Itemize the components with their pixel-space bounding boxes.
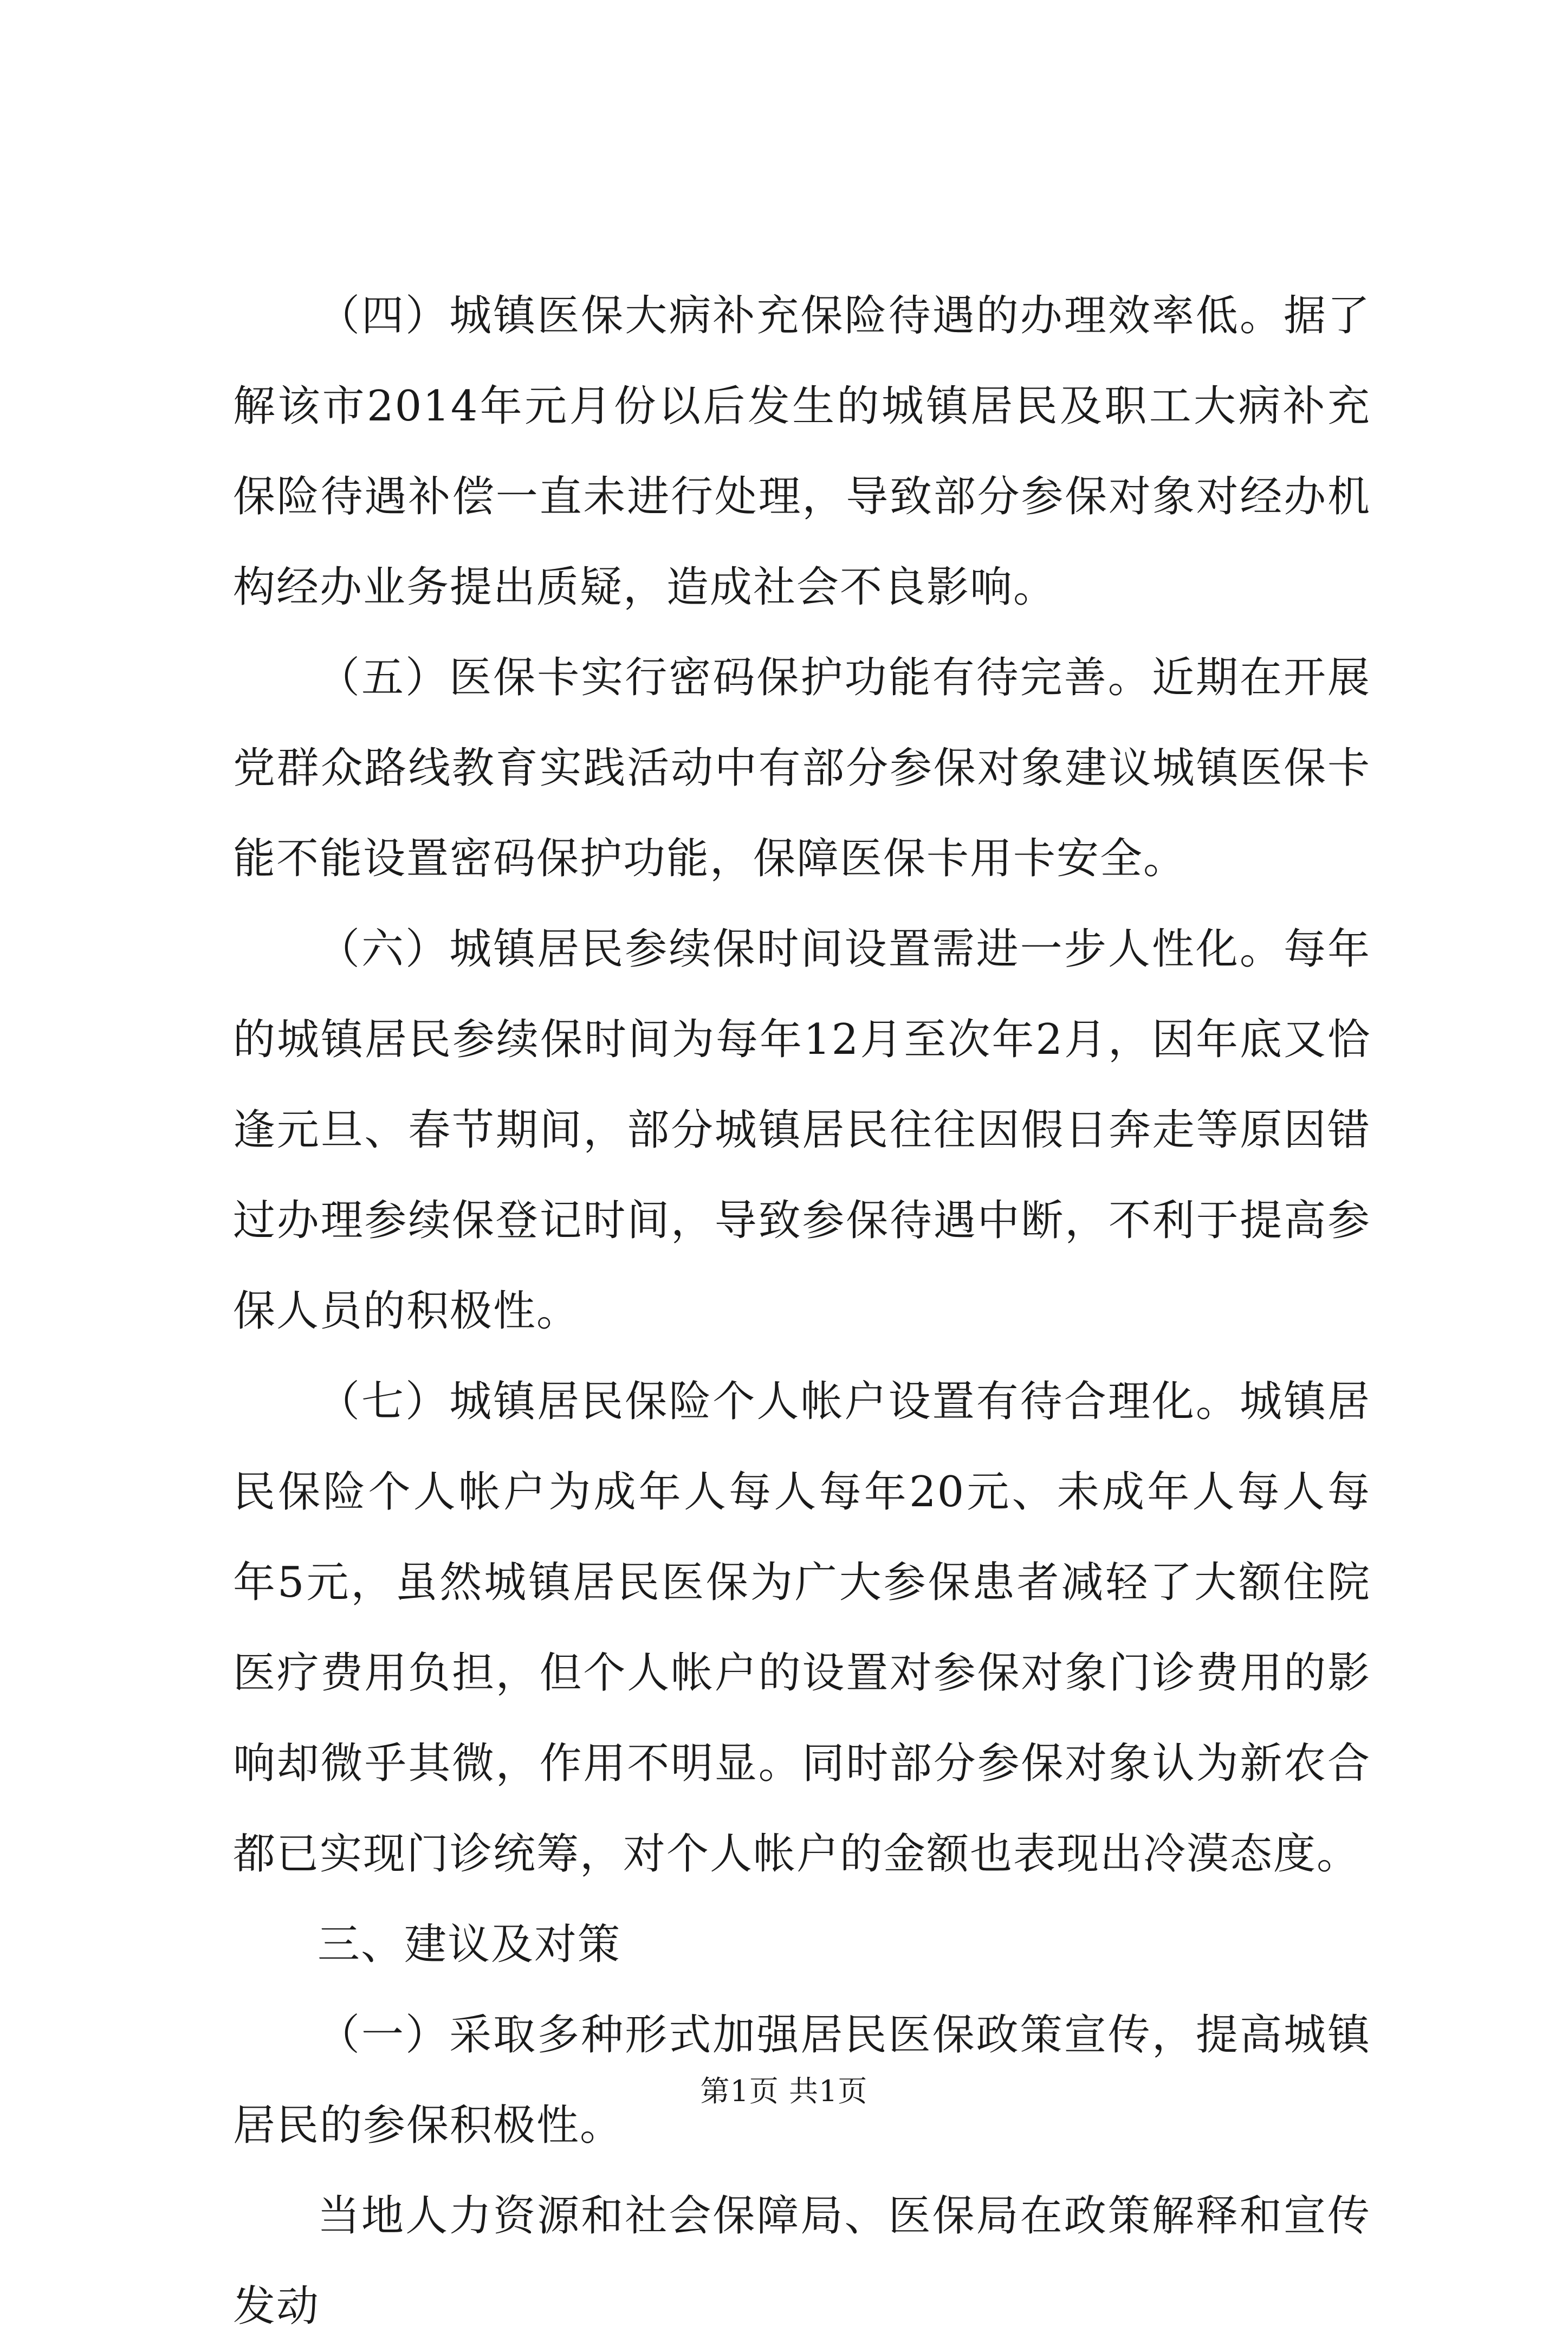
paragraph-item-7: （七）城镇居民保险个人帐户设置有待合理化。城镇居民保险个人帐户为成年人每人每年20元、未成年人每人每年5元，虽然城镇居民医保为广大参保患者减轻了大额住院医疗费用负担，但个人帐户的设置对参保对象门诊费用的影响却微乎其微，作用不明显。同时部分参保对象认为新农合都已实现门诊统筹，对个人帐户的金额也表现出冷漠态度。: [233, 1377, 1371, 1878]
paragraph-item-5: （五）医保卡实行密码保护功能有待完善。近期在开展党群众路线教育实践活动中有部分参保对象建议城镇医保卡能不能设置密码保护功能，保障医保卡用卡安全。: [233, 653, 1371, 883]
document-body: [233, 271, 1371, 2352]
paragraph-continuation: 当地人力资源和社会保障局、医保局在政策解释和宣传发动: [233, 2192, 1371, 2331]
paragraph-item-6: （六）城镇居民参续保时间设置需进一步人性化。每年的城镇居民参续保时间为每年12月至次年2月，因年底又恰逢元旦、春节期间，部分城镇居民往往因假日奔走等原因错过办理参续保登记时间，导致参保待遇中断，不利于提高参保人员的积极性。: [233, 925, 1371, 1336]
section-heading: 三、建议及对策: [318, 1920, 621, 1969]
page-footer: [0, 2072, 1568, 2110]
page-number-label: 第1页 共1页: [700, 2074, 868, 2108]
subsection-heading: （一）采取多种形式加强居民医保政策宣传，提高城镇居民的参保积极性。: [233, 2011, 1371, 2150]
paragraph-item-4: （四）城镇医保大病补充保险待遇的办理效率低。据了解该市2014年元月份以后发生的城镇居民及职工大病补充保险待遇补偿一直未进行处理，导致部分参保对象对经办机构经办业务提出质疑，造成社会不良影响。: [233, 291, 1371, 612]
